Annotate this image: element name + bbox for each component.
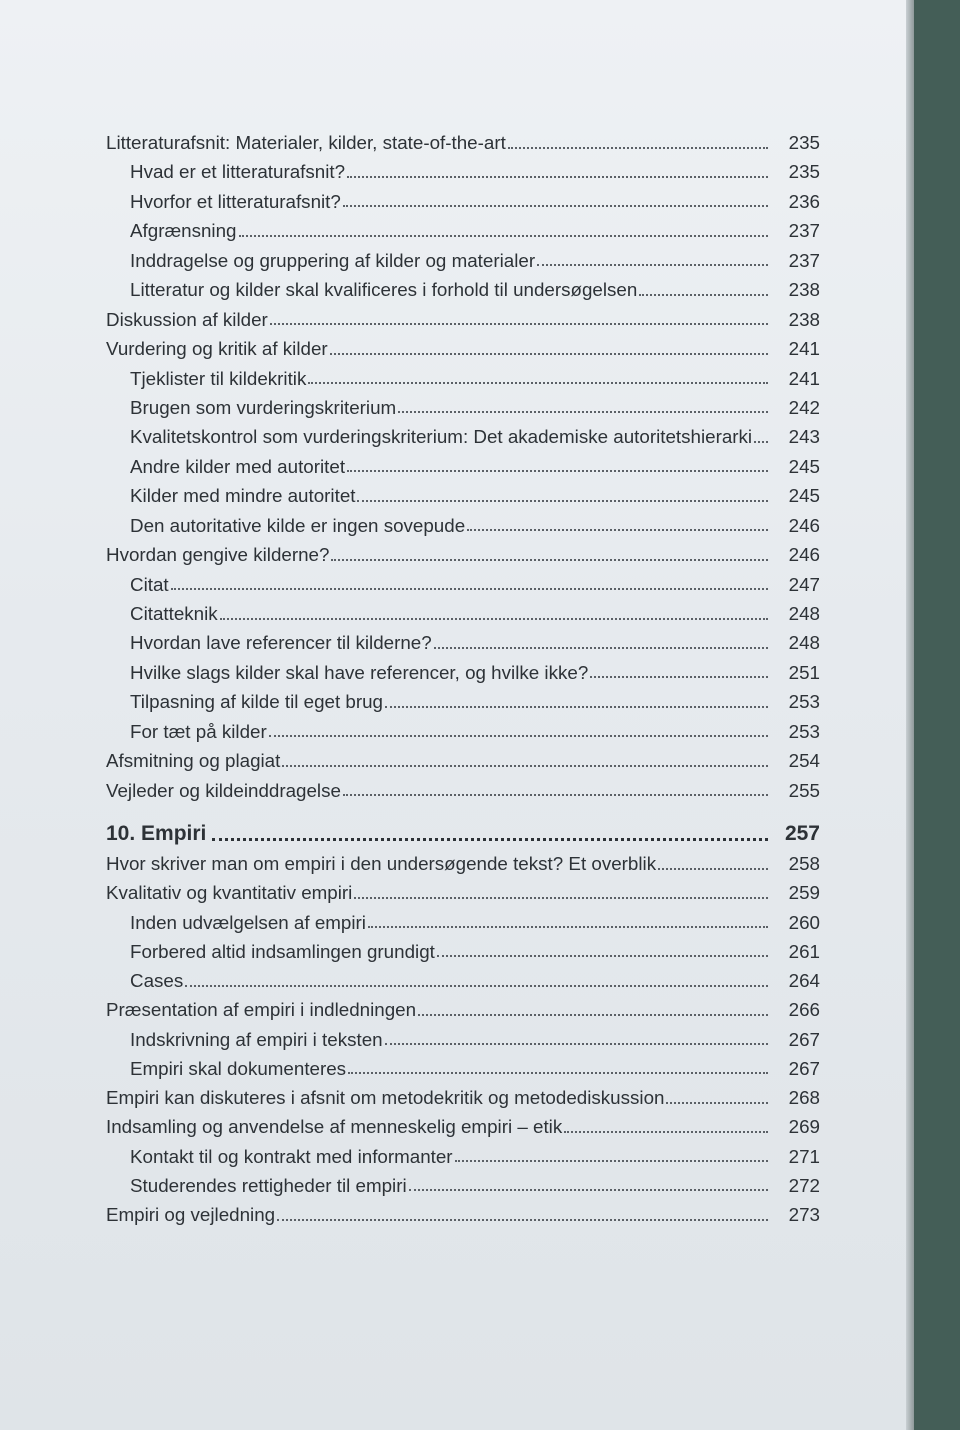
toc-entry-title: Præsentation af empiri i indledningen (106, 999, 417, 1021)
toc-page-number: 264 (788, 970, 820, 991)
toc-subentry (106, 364, 820, 393)
toc-subentry-title: Citatteknik (130, 603, 218, 624)
toc-subentry-title: Forbered altid indsamlingen grundigt (130, 940, 435, 962)
toc-subentry (106, 275, 820, 304)
dot-leader (467, 529, 768, 531)
toc-page-number: 271 (788, 1145, 820, 1167)
page-edge (906, 0, 914, 1430)
toc-entry (106, 746, 820, 775)
toc-page-number: 238 (788, 308, 820, 330)
toc-subentry-title: For tæt på kilder (130, 720, 267, 742)
toc-page-number: 245 (788, 455, 820, 477)
toc-page-number: 245 (788, 485, 820, 507)
toc-entry-title: Afsmitning og plagiat (106, 750, 281, 772)
toc-page-number: 237 (788, 220, 820, 242)
toc-subentry (106, 422, 820, 451)
dot-leader (269, 735, 768, 737)
dot-leader (343, 794, 768, 796)
toc-entry (106, 1200, 820, 1229)
dot-leader (348, 1072, 768, 1074)
toc-entry-title: Hvordan gengive kilderne? (106, 544, 330, 566)
toc-entry-title: Vurdering og kritik af kilder (106, 338, 328, 360)
dot-leader (437, 955, 768, 957)
chapter-heading (106, 819, 820, 849)
toc-subentry-title: Brugen som vurderingskriterium (130, 396, 397, 418)
toc-subentry (106, 452, 820, 481)
toc-subentry-title: Hvorfor et litteraturafsnit? (130, 190, 341, 212)
toc-subentry (106, 599, 820, 628)
toc-page-number: 247 (788, 573, 820, 595)
toc-subentry-title: Afgrænsning (130, 220, 237, 242)
dot-leader (330, 353, 768, 355)
toc-page-number: 238 (788, 279, 820, 301)
toc-subentry (106, 216, 820, 245)
toc-entry-title: Empiri og vejledning (106, 1204, 276, 1225)
toc-subentry (106, 966, 820, 995)
dot-leader (368, 926, 768, 928)
dot-leader (347, 176, 768, 178)
toc-entry-title: Indsamling og anvendelse af menneskelig empiri – etik (106, 1116, 563, 1138)
toc-subentry (106, 570, 820, 599)
toc-subentry (106, 1025, 820, 1054)
dot-leader (171, 588, 768, 590)
toc-page-number: 267 (788, 1028, 820, 1050)
dot-leader (409, 1189, 768, 1191)
toc-subentry-title: Kvalitetskontrol som vurderingskriterium: Det akademiske autoritetshierarki (130, 426, 753, 448)
toc-page-number: 253 (788, 720, 820, 742)
dot-leader (308, 382, 768, 384)
toc-subentry (106, 511, 820, 540)
toc-entry (106, 334, 820, 363)
toc-entry (106, 1083, 820, 1112)
toc-entry-title: Litteraturafsnit: Materialer, kilder, state-of-the-art (106, 132, 506, 153)
toc-subentry-title: Indskrivning af empiri i teksten (130, 1028, 383, 1050)
toc-subentry (106, 481, 820, 510)
toc-subentry-title: Andre kilder med autoritet (130, 455, 346, 477)
toc-page-number: 236 (788, 190, 820, 212)
chapter-page-number: 257 (784, 822, 820, 845)
dot-leader (347, 470, 768, 472)
toc-subentry (106, 1054, 820, 1083)
toc-subentry (106, 1142, 820, 1171)
toc-page-number: 266 (788, 999, 820, 1021)
toc-page-number: 248 (788, 632, 820, 654)
dot-leader (385, 706, 768, 708)
toc-page-number: 258 (788, 853, 820, 874)
toc-page-number: 237 (788, 249, 820, 271)
toc-subentry (106, 908, 820, 937)
dot-leader (639, 294, 768, 296)
toc-subentry-title: Hvad er et litteraturafsnit? (130, 161, 346, 183)
toc-page-number: 272 (788, 1174, 820, 1196)
dot-leader (277, 1219, 768, 1221)
dot-leader (220, 618, 768, 620)
toc-entry (106, 878, 820, 907)
toc-entry (106, 305, 820, 334)
toc-subentry-title: Hvilke slags kilder skal have referencer, og hvilke ikke? (130, 661, 589, 683)
toc-subentry-title: Den autoritative kilde er ingen sovepude (130, 514, 466, 536)
table-of-contents-part-2 (106, 849, 820, 1229)
toc-page-number: 261 (788, 940, 820, 962)
toc-page-number: 243 (788, 426, 820, 448)
chapter-heading-row (106, 819, 820, 849)
toc-subentry (106, 717, 820, 746)
table-of-contents-part-1 (106, 128, 820, 805)
toc-entry-title: Vejleder og kildeinddragelse (106, 779, 341, 801)
toc-subentry-title: Hvordan lave referencer til kilderne? (130, 632, 432, 654)
toc-page-number: 241 (788, 338, 820, 360)
toc-subentry-title: Empiri skal dokumenteres (130, 1057, 347, 1079)
toc-entry (106, 849, 820, 878)
toc-page-number: 235 (788, 161, 820, 183)
toc-entry-title: Kvalitativ og kvantitativ empiri (106, 882, 353, 904)
dot-leader (282, 765, 768, 767)
toc-page-number: 246 (788, 514, 820, 536)
toc-page-number: 273 (788, 1204, 820, 1225)
dot-leader (455, 1160, 768, 1162)
dot-leader (418, 1014, 768, 1016)
toc-subentry-title: Studerendes rettigheder til empiri (130, 1174, 407, 1196)
toc-subentry-title: Tjeklister til kildekritik (130, 367, 307, 389)
toc-subentry-title: Cases (130, 970, 184, 991)
dot-leader (212, 838, 768, 841)
toc-subentry-title: Inddragelse og gruppering af kilder og materialer (130, 249, 536, 271)
toc-subentry-title: Citat (130, 573, 169, 595)
toc-entry (106, 776, 820, 805)
toc-entry-title: Hvor skriver man om empiri i den undersøgende tekst? Et overblik (106, 853, 657, 874)
dot-leader (666, 1102, 768, 1104)
toc-entry-title: Diskussion af kilder (106, 308, 268, 330)
dot-leader (385, 1043, 768, 1045)
toc-subentry (106, 157, 820, 186)
toc-entry-title: Empiri kan diskuteres i afsnit om metodekritik og metodediskussion (106, 1087, 665, 1108)
toc-page-number: 254 (788, 750, 820, 772)
dot-leader (564, 1131, 768, 1133)
toc-subentry (106, 187, 820, 216)
toc-subentry (106, 658, 820, 687)
toc-entry (106, 1112, 820, 1141)
toc-subentry (106, 246, 820, 275)
dot-leader (508, 147, 768, 149)
toc-subentry (106, 1171, 820, 1200)
dot-leader (185, 985, 768, 987)
toc-page-number: 259 (788, 882, 820, 904)
toc-subentry-title: Litteratur og kilder skal kvalificeres i forhold til undersøgelsen (130, 279, 638, 301)
dot-leader (537, 264, 768, 266)
toc-page-number: 253 (788, 691, 820, 713)
toc-subentry (106, 687, 820, 716)
dot-leader (398, 411, 768, 413)
toc-entry (106, 995, 820, 1024)
toc-page-number: 248 (788, 603, 820, 624)
dot-leader (239, 235, 769, 237)
toc-subentry (106, 393, 820, 422)
toc-page-number: 255 (788, 779, 820, 801)
dot-leader (354, 897, 768, 899)
toc-entry (106, 128, 820, 157)
chapter-title: 10. Empiri (106, 822, 207, 845)
toc-page-number: 268 (788, 1087, 820, 1108)
dot-leader (434, 647, 768, 649)
toc-subentry-title: Inden udvælgelsen af empiri (130, 911, 366, 933)
toc-page-number: 241 (788, 367, 820, 389)
toc-page-number: 251 (788, 661, 820, 683)
dot-leader (357, 500, 768, 502)
dot-leader (754, 441, 768, 443)
toc-page-number: 235 (788, 132, 820, 153)
toc-entry (106, 540, 820, 569)
toc-subentry (106, 937, 820, 966)
toc-page-number: 246 (788, 544, 820, 566)
toc-subentry-title: Kontakt til og kontrakt med informanter (130, 1145, 453, 1167)
toc-page-number: 260 (788, 911, 820, 933)
toc-subentry-title: Kilder med mindre autoritet (130, 485, 356, 507)
dot-leader (270, 323, 768, 325)
dot-leader (343, 205, 768, 207)
toc-page-number: 267 (788, 1057, 820, 1079)
toc-subentry-title: Tilpasning af kilde til eget brug (130, 691, 383, 713)
toc-subentry (106, 628, 820, 657)
dot-leader (590, 676, 768, 678)
dot-leader (658, 868, 768, 870)
toc-page-number: 269 (788, 1116, 820, 1138)
toc-page-number: 242 (788, 396, 820, 418)
dot-leader (331, 559, 768, 561)
